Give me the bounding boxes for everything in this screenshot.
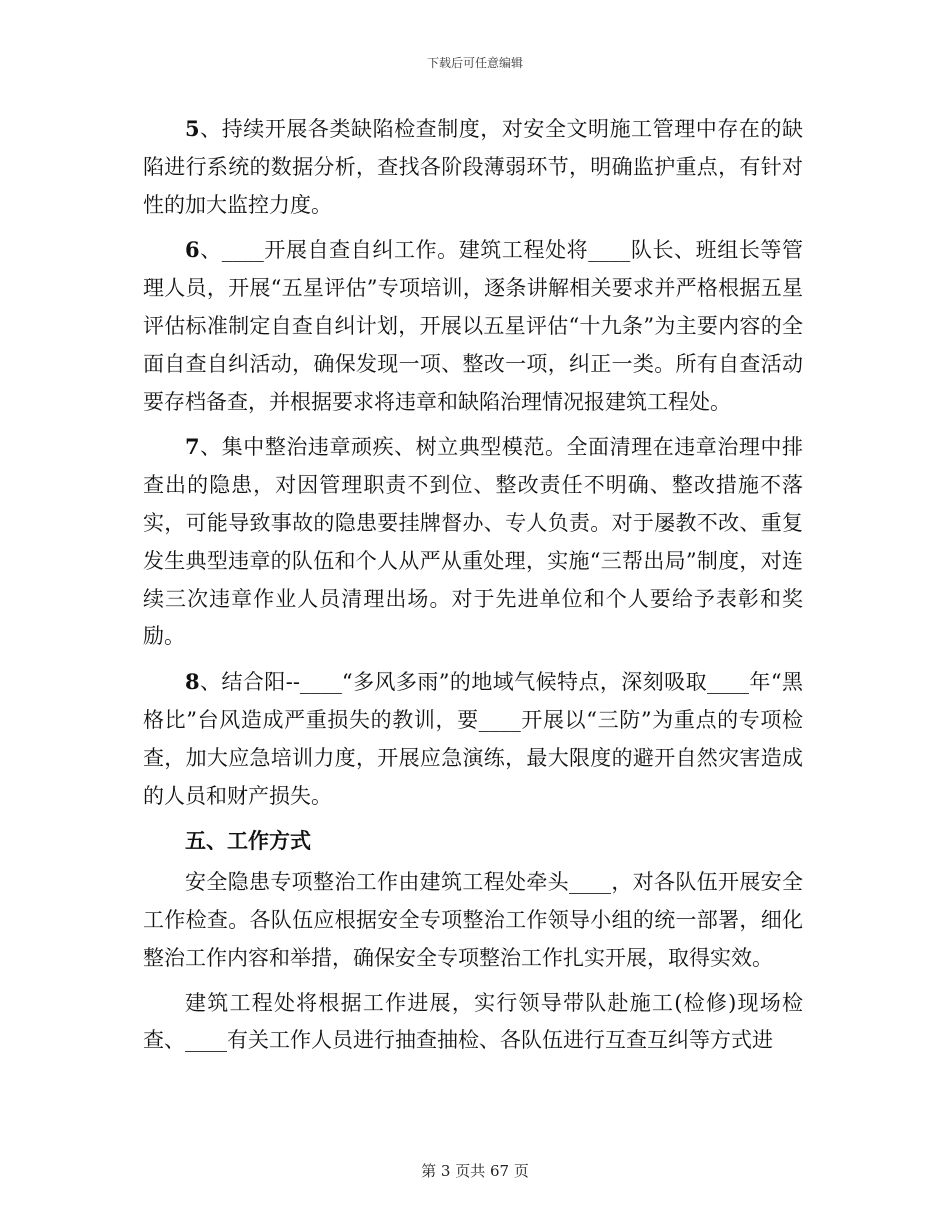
paragraph-text: 、____开展自查自纠工作。建筑工程处将____队长、班组长等管理人员，开展“五星评估”专项培训，逐条讲解相关要求并严格根据五星评估标准制定自查自纠计划，开展以五星评估“十九条”为主要内容的全面自查自纠活动，确保发现一项、整改一项，纠正一类。所有自查活动要存档备查，并根据要求将违章和缺陷治理情况报建筑工程处。: [143, 238, 803, 414]
document-body: [143, 110, 803, 1067]
section-heading: 五、工作方式: [185, 828, 311, 854]
page-header-note: 下载后可任意编辑: [426, 56, 523, 70]
item-number: 7: [185, 434, 200, 460]
section-paragraph: 安全隐患专项整治工作由建筑工程处牵头____，对各队伍开展安全工作检查。各队伍应根据安全专项整治工作领导小组的统一部署，细化整治工作内容和举措，确保安全专项整治工作扎实开展，取得实效。: [143, 870, 803, 970]
item-number: 5: [185, 116, 200, 141]
paragraph-item-6: [143, 231, 803, 421]
item-number: 6: [185, 237, 200, 263]
paragraph-item-7: [143, 428, 803, 656]
paragraph-text: 、结合阳--____“多风多雨”的地域气候特点，深刻吸取____年“黑格比”台风造成严重损失的教训，要____开展以“三防”为重点的专项检查，加大应急培训力度，开展应急演练，最大限度的避开自然灾害造成的人员和财产损失。: [143, 670, 803, 808]
section-paragraph: 建筑工程处将根据工作进展，实行领导带队赴施工(检修)现场检查、____有关工作人员进行抽查抽检、各队伍进行互查互纠等方式进: [143, 990, 803, 1053]
item-number: 8: [185, 669, 200, 695]
page-number: 第 3 页共 67 页: [421, 1162, 529, 1180]
paragraph-item-8: [143, 663, 803, 815]
paragraph-text: 、持续开展各类缺陷检查制度，对安全文明施工管理中存在的缺陷进行系统的数据分析，查找各阶段薄弱环节，明确监护重点，有针对性的加大监控力度。: [143, 117, 803, 217]
paragraph-text: 、集中整治违章顽疾、树立典型模范。全面清理在违章治理中排查出的隐患，对因管理职责不到位、整改责任不明确、整改措施不落实，可能导致事故的隐患要挂牌督办、专人负责。对于屡教不改、重复发生典型违章的队伍和个人从严从重处理，实施“三帮出局”制度，对连续三次违章作业人员清理出场。对于先进单位和个人要给予表彰和奖励。: [143, 435, 803, 649]
paragraph-item-5: [143, 110, 803, 224]
